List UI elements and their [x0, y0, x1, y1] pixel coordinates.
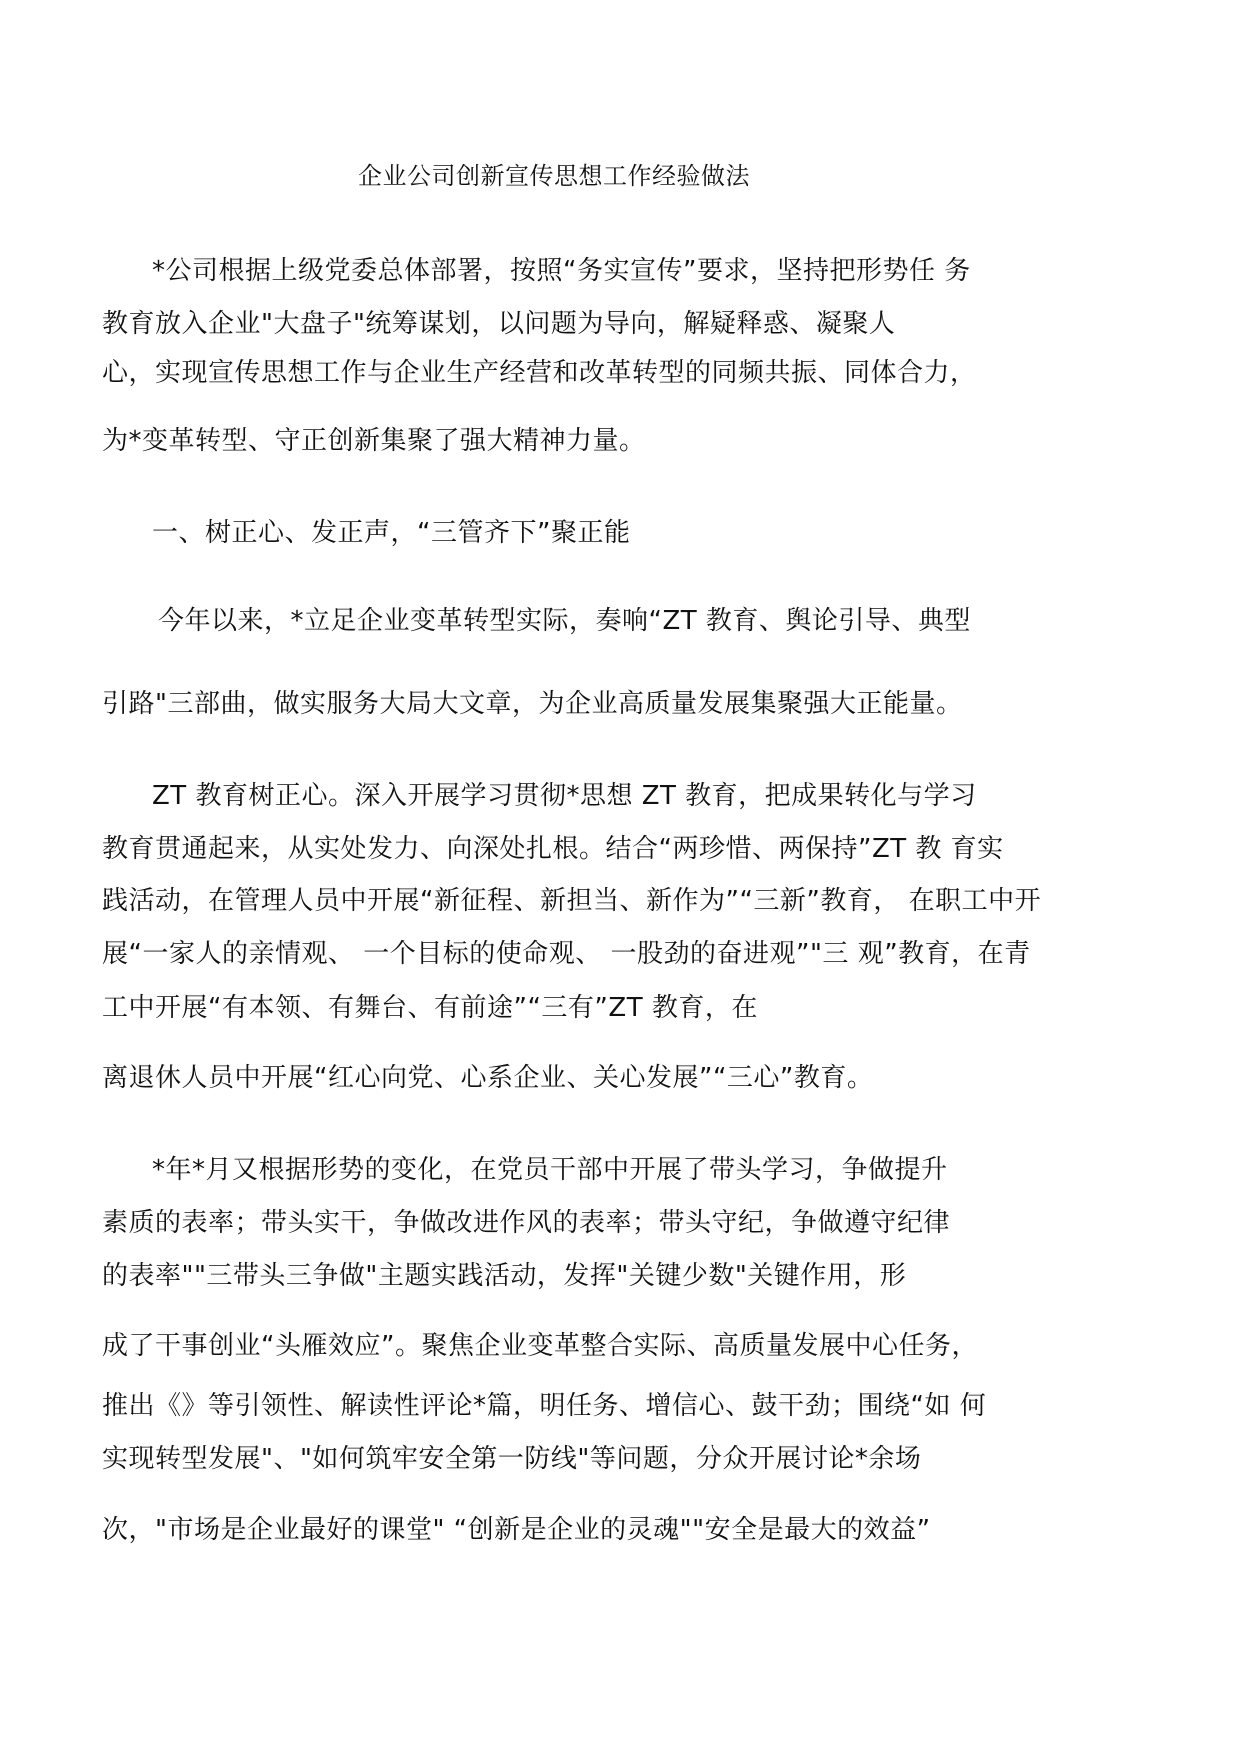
text-line: 离退休人员中开展“红心向党、心系企业、关心发展”“三心”教育。 [102, 1063, 874, 1093]
section-heading: 一、树正心、发正声，“三管齐下”聚正能 [152, 518, 631, 548]
text-line: 今年以来，*立足企业变革转型实际，奏响“ZT 教育、舆论引导、典型 [158, 606, 971, 636]
text-line: 实现转型发展"、"如何筑牢安全第一防线"等问题，分众开展讨论*余场 [102, 1444, 922, 1474]
text-line: 教育放入企业"大盘子"统筹谋划，以问题为导向，解疑释惑、凝聚人 [102, 309, 896, 339]
text-line: *年*月又根据形势的变化，在党员干部中开展了带头学习，争做提升 [152, 1155, 948, 1185]
text-line: 成了干事创业“头雁效应”。聚焦企业变革整合实际、高质量发展中心任务， [102, 1331, 978, 1361]
text-line: 为*变革转型、守正创新集聚了强大精神力量。 [102, 426, 646, 456]
text-line: 教育贯通起来，从实处发力、向深处扎根。结合“两珍惜、两保持”ZT 教 育实 [102, 834, 1004, 864]
text-line: ZT 教育树正心。深入开展学习贯彻*思想 ZT 教育，把成果转化与学习 [152, 781, 977, 811]
text-line: 践活动，在管理人员中开展“新征程、新担当、新作为”“三新”教育， 在职工中开 [102, 886, 1042, 916]
document-title: 企业公司创新宣传思想工作经验做法 [358, 162, 750, 190]
text-line: 心，实现宣传思想工作与企业生产经营和改革转型的同频共振、同体合力， [102, 358, 977, 388]
text-line: 展“一家人的亲情观、 一个目标的使命观、 一股劲的奋进观”"三 观”教育，在青 [102, 939, 1031, 969]
text-line: 的表率""三带头三争做"主题实践活动，发挥"关键少数"关键作用，形 [102, 1261, 907, 1291]
text-line: 引路"三部曲，做实服务大局大文章，为企业高质量发展集聚强大正能量。 [102, 689, 963, 719]
text-line: 工中开展“有本领、有舞台、有前途”“三有”ZT 教育，在 [102, 993, 758, 1023]
text-line: 次，"市场是企业最好的课堂" “创新是企业的灵魂""安全是最大的效益” [102, 1515, 931, 1545]
text-line: 素质的表率；带头实干，争做改进作风的表率；带头守纪，争做遵守纪律 [102, 1208, 951, 1238]
text-line: 推出《》等引领性、解读性评论*篇，明任务、增信心、鼓干劲；围绕“如 何 [102, 1391, 987, 1421]
text-line: *公司根据上级党委总体部署，按照“务实宣传”要求，坚持把形势任 务 [152, 256, 971, 286]
